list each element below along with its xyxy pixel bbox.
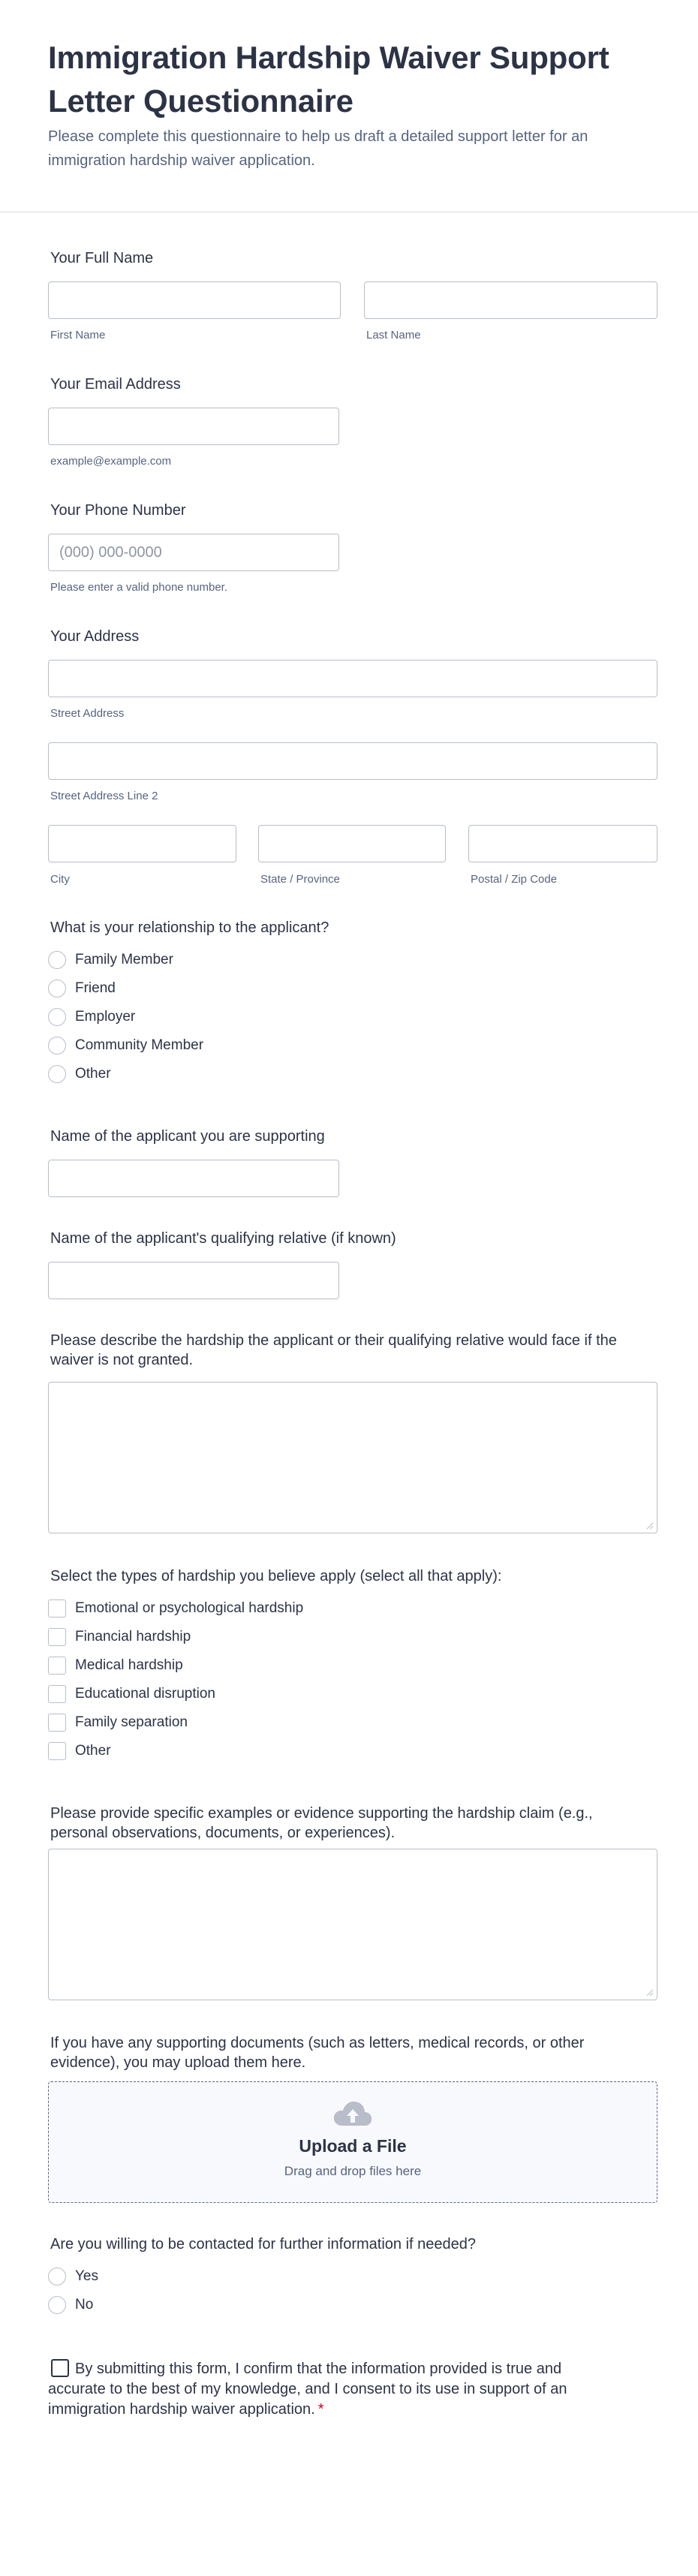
relationship-option[interactable] <box>48 1035 203 1056</box>
option-label: Friend <box>75 980 116 996</box>
radio-button[interactable] <box>48 1037 66 1055</box>
street-address-line2-sublabel: Street Address Line 2 <box>50 790 158 802</box>
option-label: Other <box>75 1066 111 1082</box>
hardship-types-label: Select the types of hardship you believe apply (select all that apply): <box>50 1568 502 1584</box>
option-label: Medical hardship <box>75 1657 183 1673</box>
cloud-upload-icon <box>332 2099 374 2129</box>
consent-text: By submitting this form, I confirm that the information provided is true and accurate to the best of my knowledge, and I consent to its use in support of an immigration hardship waiver application. <box>48 2361 567 2418</box>
required-indicator: * <box>317 2401 324 2418</box>
zip-sublabel: Postal / Zip Code <box>471 873 558 886</box>
city-input[interactable] <box>48 825 236 862</box>
city-sublabel: City <box>50 873 70 886</box>
resize-grip-icon[interactable] <box>646 1522 654 1530</box>
upload-subtitle: Drag and drop files here <box>284 2164 422 2178</box>
contact-option-no[interactable] <box>48 2295 93 2316</box>
option-label: Yes <box>75 2268 98 2284</box>
state-input[interactable] <box>258 825 446 862</box>
option-label: Emotional or psychological hardship <box>75 1600 304 1616</box>
radio-button[interactable] <box>48 951 66 969</box>
contact-option-yes[interactable] <box>48 2266 98 2287</box>
street-address-input[interactable] <box>48 660 657 697</box>
option-label: Employer <box>75 1009 136 1025</box>
radio-button[interactable] <box>48 1008 66 1026</box>
examples-label: Please provide specific examples or evidence supporting the hardship claim (e.g., personal observations, documents, or experiences). <box>50 1805 593 1841</box>
option-label: Educational disruption <box>75 1686 215 1702</box>
form-header <box>0 0 698 212</box>
consent-checkbox[interactable] <box>51 2359 69 2377</box>
checkbox[interactable] <box>48 1714 66 1732</box>
phone-label: Your Phone Number <box>50 502 186 519</box>
relative-name-label: Name of the applicant's qualifying relative (if known) <box>50 1230 396 1247</box>
radio-button[interactable] <box>48 980 66 998</box>
relationship-option[interactable] <box>48 1007 135 1028</box>
applicant-name-input[interactable] <box>48 1160 339 1197</box>
upload-title: Upload a File <box>299 2136 407 2156</box>
file-upload-dropzone[interactable] <box>48 2081 657 2203</box>
checkbox[interactable] <box>48 1742 66 1760</box>
option-label: No <box>75 2297 94 2313</box>
last-name-sublabel: Last Name <box>366 329 421 342</box>
option-label: Other <box>75 1743 111 1759</box>
option-label: Family Member <box>75 952 173 968</box>
upload-label: If you have any supporting documents (such as letters, medical records, or other evidence), you may upload them here. <box>50 2035 585 2071</box>
hardship-type-option[interactable] <box>48 1598 303 1619</box>
first-name-sublabel: First Name <box>50 329 106 342</box>
email-sublabel: example@example.com <box>50 455 172 468</box>
street-address-line2-input[interactable] <box>48 742 657 780</box>
phone-placeholder: (000) 000-0000 <box>59 543 162 561</box>
consent-statement[interactable] <box>48 2359 588 2420</box>
checkbox[interactable] <box>48 1657 66 1675</box>
last-name-input[interactable] <box>364 281 657 319</box>
hardship-type-option[interactable] <box>48 1741 111 1762</box>
radio-button[interactable] <box>48 2268 66 2286</box>
address-label: Your Address <box>50 628 140 645</box>
hardship-description-label: Please describe the hardship the applicant or their qualifying relative would face if the waiver is not granted. <box>50 1332 617 1368</box>
hardship-type-option[interactable] <box>48 1655 183 1676</box>
first-name-input[interactable] <box>48 281 341 319</box>
phone-sublabel: Please enter a valid phone number. <box>50 581 227 594</box>
contact-label: Are you willing to be contacted for further information if needed? <box>50 2236 476 2252</box>
page-title: Immigration Hardship Waiver Support Letter Questionnaire <box>48 40 609 119</box>
zip-input[interactable] <box>468 825 657 862</box>
checkbox[interactable] <box>48 1599 66 1618</box>
relationship-option[interactable] <box>48 978 116 999</box>
relative-name-input[interactable] <box>48 1262 339 1299</box>
hardship-type-option[interactable] <box>48 1627 191 1648</box>
page-subtitle: Please complete this questionnaire to help us draft a detailed support letter for an immigration hardship waiver application. <box>48 128 588 169</box>
option-label: Financial hardship <box>75 1629 191 1645</box>
option-label: Family separation <box>75 1714 188 1730</box>
state-sublabel: State / Province <box>260 873 340 886</box>
hardship-type-option[interactable] <box>48 1712 188 1733</box>
option-label: Community Member <box>75 1037 204 1053</box>
hardship-description-textarea[interactable] <box>48 1382 657 1533</box>
checkbox[interactable] <box>48 1628 66 1646</box>
relationship-label: What is your relationship to the applicant? <box>50 919 329 936</box>
applicant-name-label: Name of the applicant you are supporting <box>50 1128 325 1145</box>
resize-grip-icon[interactable] <box>646 1989 654 1997</box>
radio-button[interactable] <box>48 2296 66 2314</box>
phone-input[interactable] <box>48 534 339 571</box>
examples-textarea[interactable] <box>48 1849 657 2000</box>
hardship-type-option[interactable] <box>48 1684 215 1705</box>
relationship-option[interactable] <box>48 1064 111 1085</box>
email-label: Your Email Address <box>50 376 181 393</box>
full-name-label: Your Full Name <box>50 250 154 266</box>
checkbox[interactable] <box>48 1685 66 1703</box>
email-input[interactable] <box>48 408 339 445</box>
street-address-sublabel: Street Address <box>50 707 125 720</box>
radio-button[interactable] <box>48 1065 66 1083</box>
relationship-option[interactable] <box>48 949 173 971</box>
